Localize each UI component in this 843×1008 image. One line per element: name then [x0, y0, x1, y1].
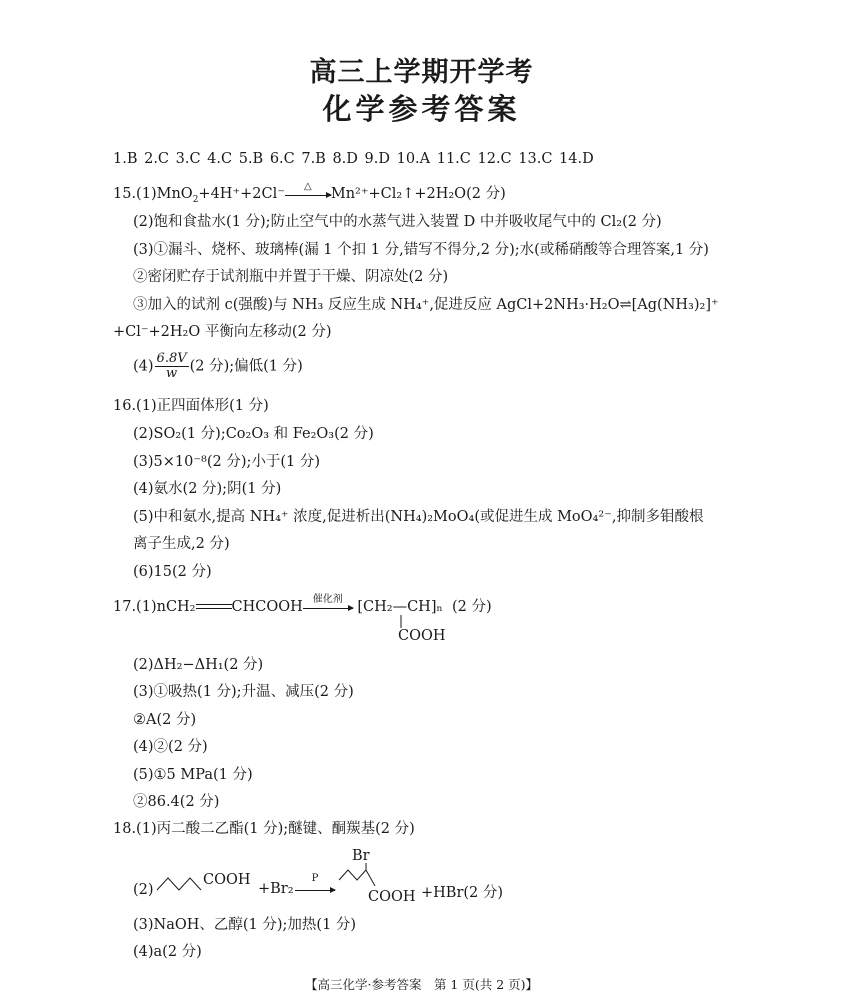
page-footer: 【高三化学·参考答案 第 1 页(共 2 页)】 — [304, 977, 539, 992]
double-bond — [196, 602, 232, 612]
q15-line-3: (3)①漏斗、烧杯、玻璃棒(漏 1 个扣 1 分,错写不得分,2 分);水(或稀硝酸等合理答案,1 分) — [133, 242, 709, 258]
reaction-arrow — [285, 181, 331, 203]
product-br: Br — [352, 848, 370, 864]
polymer-cooh: COOH — [398, 628, 446, 644]
fraction-numerator: 6.8V — [156, 351, 187, 366]
q15-line-5: ③加入的试剂 c(强酸)与 NH₃ 反应生成 NH₄⁺,促进反应 AgCl+2NH₃·H₂O⇌[Ag(NH₃)₂]⁺ — [133, 297, 719, 313]
q15-line-4: ②密闭贮存于试剂瓶中并置于干燥、阴凉处(2 分) — [133, 269, 449, 285]
product-cooh: COOH — [368, 889, 416, 905]
q17-line-7: ②86.4(2 分) — [133, 794, 220, 810]
q16-line-5: (5)中和氨水,提高 NH₄⁺ 浓度,促进析出(NH₄)₂MoO₄(或促进生成 MoO₄²⁻,抑制多钼酸根 — [133, 509, 704, 525]
q17-line-5: (4)②(2 分) — [133, 739, 208, 755]
reaction-arrow — [303, 594, 353, 616]
polymer-formula: [CH₂—CH]ₙ — [357, 599, 443, 615]
q15-l1-pre: 15.(1)MnO — [113, 186, 193, 202]
q16-line-2: (2)SO₂(1 分);Co₂O₃ 和 Fe₂O₃(2 分) — [133, 426, 374, 442]
page-subtitle: 化学参考答案 — [322, 92, 521, 126]
q15-line-2: (2)饱和食盐水(1 分);防止空气中的水蒸气进入装置 D 中并吸收尾气中的 Cl₂(2 分) — [133, 214, 662, 230]
q17-line-1 — [113, 594, 492, 616]
bromine-reagent: +Br₂ — [258, 881, 294, 897]
q17-line-6: (5)①5 MPa(1 分) — [133, 767, 253, 783]
q15-line-1: 15.(1)MnO$_2$+4H⁺+2Cl⁻ △ Mn²⁺+Cl₂↑+2H₂O(2 分) — [113, 185, 506, 203]
q18-line-4: (4)a(2 分) — [133, 944, 202, 960]
catalyst-label: 催化剂 — [312, 594, 343, 605]
q16-line-4: (4)氨水(2 分);阴(1 分) — [133, 481, 282, 497]
q17-line-2: (2)ΔH₂−ΔH₁(2 分) — [133, 657, 264, 673]
q17-line-4: ②A(2 分) — [133, 712, 197, 728]
q18-l2-post: +HBr(2 分) — [421, 885, 504, 901]
q15-l1-mid: +4H⁺+2Cl⁻ — [198, 186, 285, 202]
q18-line-1: 18.(1)丙二酸二乙酯(1 分);醚键、酮羰基(2 分) — [113, 821, 415, 837]
q16-line-1: 16.(1)正四面体形(1 分) — [113, 398, 269, 414]
mc-answers: 1.B 2.C 3.C 4.C 5.B 6.C 7.B 8.D 9.D 10.A 11.C 12.C 13.C 14.D — [113, 151, 594, 167]
branch-bond — [395, 615, 407, 629]
q15-line-7 — [133, 352, 303, 381]
q18-l2-pre: (2) — [133, 882, 154, 898]
q16-line-7: (6)15(2 分) — [133, 564, 212, 580]
fraction — [155, 352, 189, 381]
q17-l1-pre: 17.(1)nCH₂ — [113, 599, 196, 615]
q15-line-6: +Cl⁻+2H₂O 平衡向左移动(2 分) — [113, 324, 332, 340]
page-title: 高三上学期开学考 — [309, 57, 534, 88]
phosphorus-label: P — [311, 873, 319, 884]
q17-l1-score: (2 分) — [451, 599, 492, 615]
q15-l7-post: (2 分);偏低(1 分) — [189, 358, 303, 375]
q17-l1-mid: CHCOOH — [231, 599, 303, 615]
fraction-denominator: w — [166, 366, 178, 381]
q17-line-3: (3)①吸热(1 分);升温、减压(2 分) — [133, 684, 354, 700]
heat-symbol: △ — [304, 181, 312, 192]
q16-line-3: (3)5×10⁻⁸(2 分);小于(1 分) — [133, 454, 321, 470]
q15-l1-post: Mn²⁺+Cl₂↑+2H₂O(2 分) — [330, 186, 506, 202]
reactant-cooh: COOH — [203, 872, 251, 888]
reaction-arrow — [295, 873, 335, 898]
q15-l7-pre: (4) — [133, 358, 154, 375]
q18-line-3: (3)NaOH、乙醇(1 分);加热(1 分) — [133, 917, 357, 933]
q16-line-6: 离子生成,2 分) — [133, 536, 230, 552]
